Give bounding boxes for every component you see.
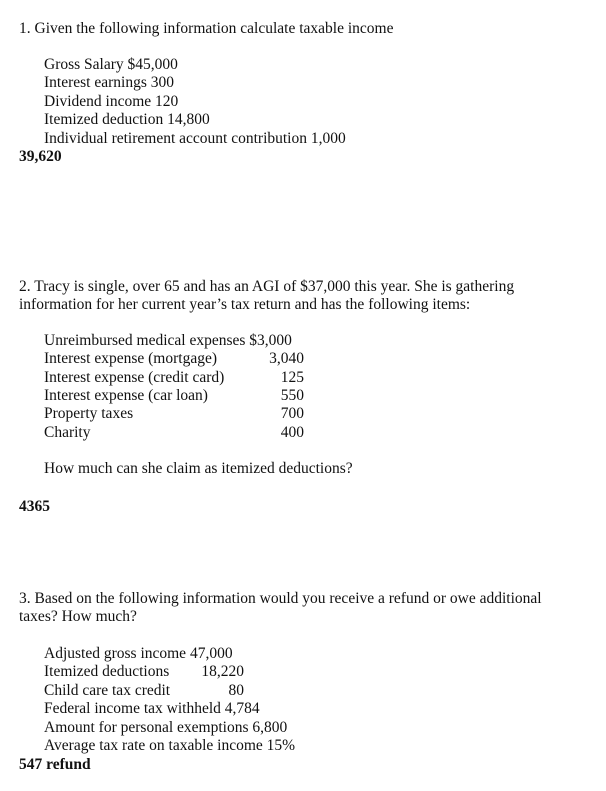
q2-item-label: Interest expense (car loan) <box>44 387 208 404</box>
q3-item-label: Itemized deductions <box>44 663 170 680</box>
q1-item: Interest earnings 300 <box>44 74 174 91</box>
q2-question-line-1: 2. Tracy is single, over 65 and has an AGI of $37,000 this year. She is gathering <box>19 278 515 295</box>
q3-item-label: Average tax rate on taxable income 15% <box>44 737 296 754</box>
q3-answer: 547 refund <box>19 756 91 773</box>
q3-question-line-2: taxes? How much? <box>19 608 137 625</box>
q1-item: Individual retirement account contribution 1,000 <box>44 130 346 147</box>
q2-item-label: Charity <box>44 424 91 441</box>
q2-item-label: Property taxes <box>44 405 134 422</box>
q2-prompt: How much can she claim as itemized deductions? <box>44 460 353 477</box>
q2-item-value: 3,040 <box>269 350 304 367</box>
q3-question-line-1: 3. Based on the following information would you receive a refund or owe additional <box>19 590 542 607</box>
q1-item: Dividend income 120 <box>44 93 179 110</box>
q3-item-value: 18,220 <box>201 663 244 680</box>
q3-item-label: Child care tax credit <box>44 682 171 699</box>
q2-item-label: Interest expense (credit card) <box>44 369 225 386</box>
q3-item-label: Federal income tax withheld 4,784 <box>44 700 260 717</box>
q1-item: Gross Salary $45,000 <box>44 56 178 73</box>
q2-item-value: 700 <box>280 405 304 422</box>
q3-item-value: 80 <box>228 682 244 699</box>
q2-item-label: Interest expense (mortgage) <box>44 350 218 367</box>
q2-item-value: 125 <box>280 369 304 386</box>
q2-item-value: 550 <box>280 387 304 404</box>
q1-item: Itemized deduction 14,800 <box>44 111 210 128</box>
q3-item-label: Adjusted gross income 47,000 <box>44 645 233 662</box>
q2-item-label: Unreimbursed medical expenses $3,000 <box>44 332 292 349</box>
q2-question-line-2: information for her current year’s tax return and has the following items: <box>19 296 471 313</box>
q1-answer: 39,620 <box>19 148 62 165</box>
q2-item-value: 400 <box>280 424 304 441</box>
q3-item-label: Amount for personal exemptions 6,800 <box>44 719 288 736</box>
q2-answer: 4365 <box>19 498 50 515</box>
q1-question: 1. Given the following information calculate taxable income <box>19 20 394 37</box>
